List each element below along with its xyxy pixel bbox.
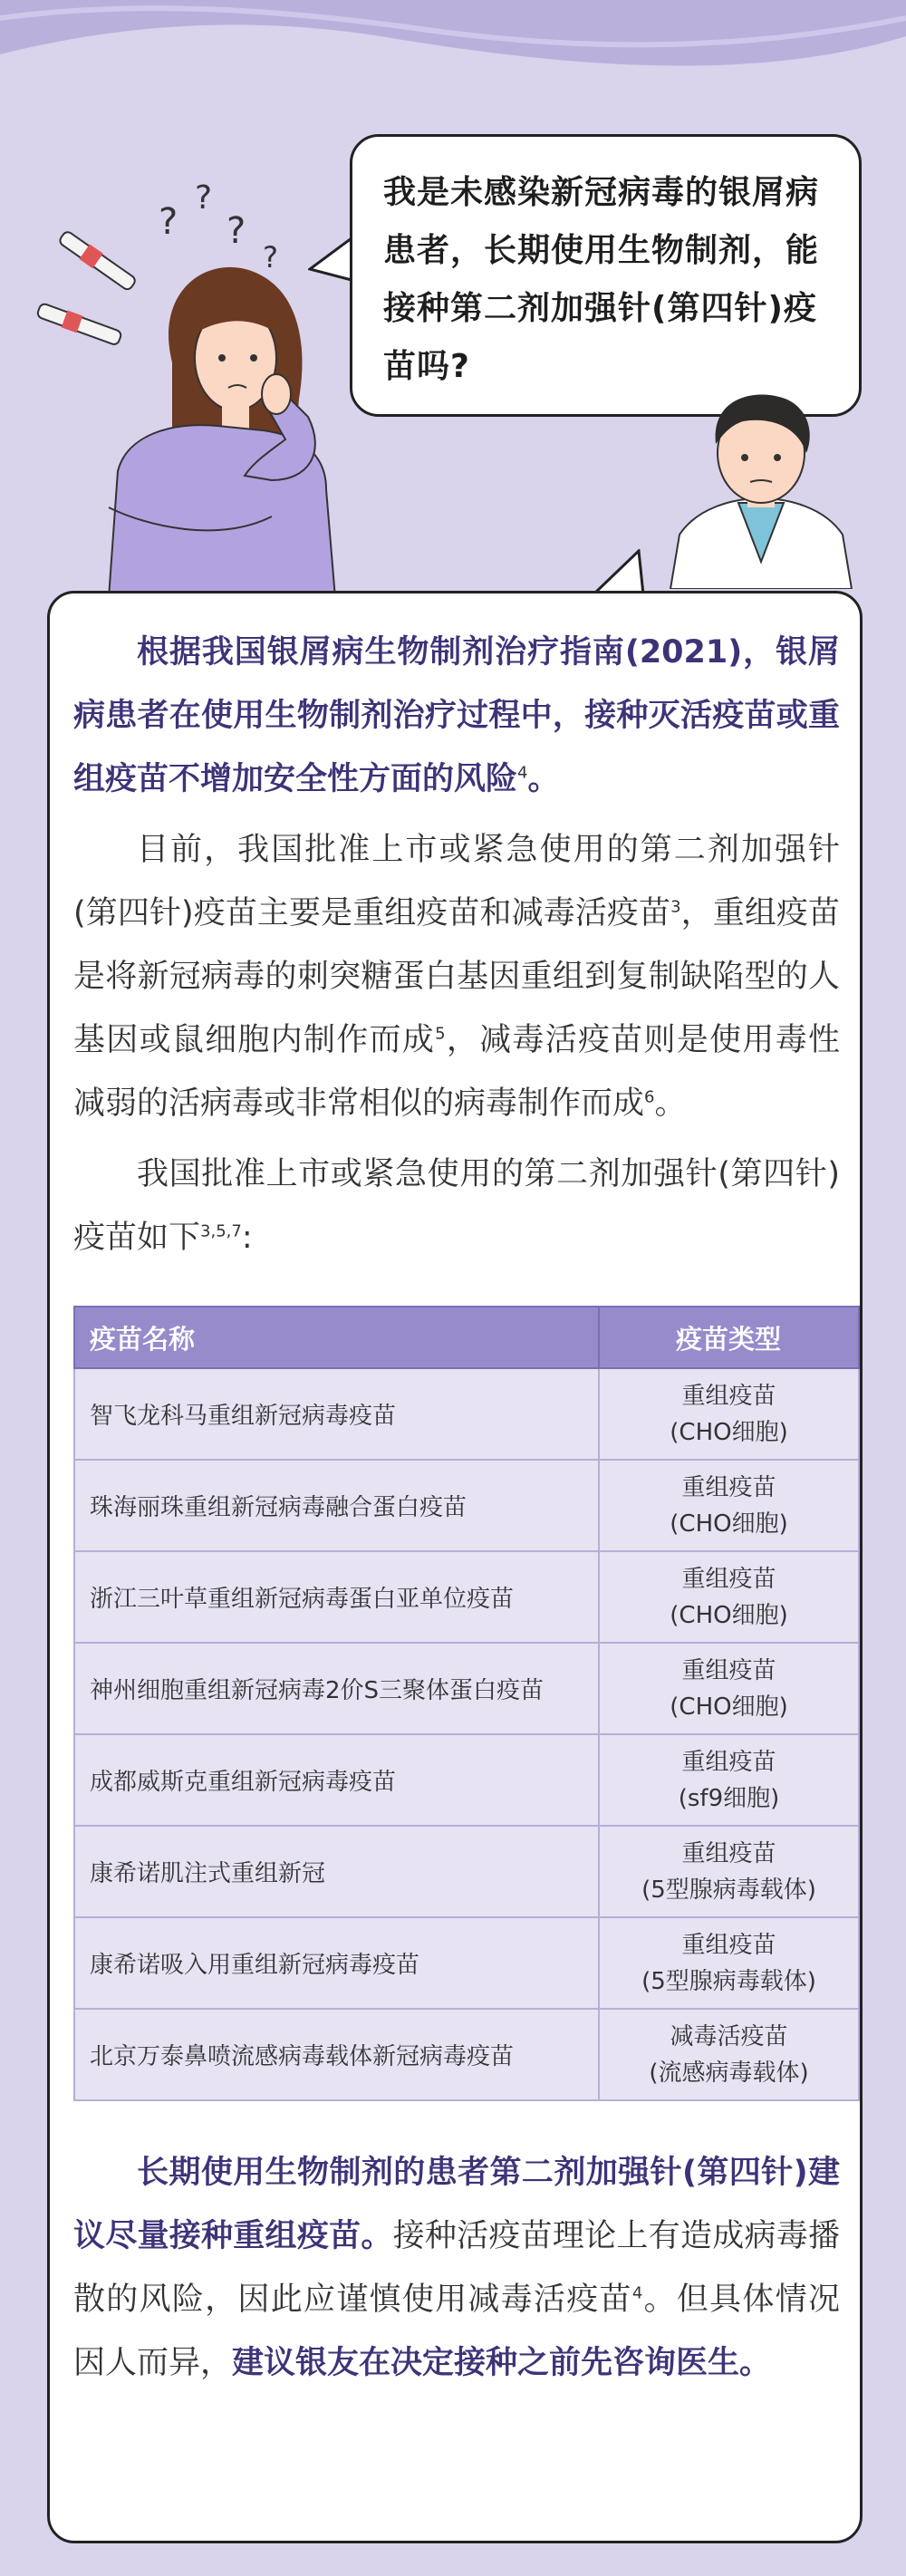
table-row [74, 1460, 859, 1551]
answer-card [47, 591, 863, 2543]
table-row [74, 1734, 859, 1826]
table-row [74, 1368, 859, 1460]
reference-mark: 6 [644, 1087, 655, 1107]
reference-mark: 5 [435, 1024, 446, 1044]
vaccine-type-sub: (sf9细胞) [678, 1784, 780, 1812]
list-intro-paragraph [73, 1143, 840, 1269]
list-intro-text: 我国批准上市或紧急使用的第二剂加强针(第四针)疫苗如下 [73, 1156, 840, 1256]
vaccine-type-main: 重组疫苗 [681, 1382, 776, 1410]
closing-bold-recommendation: 长期使用生物制剂的患者第二剂加强针(第四针)建议尽量接种重组疫苗。 [73, 2155, 840, 2254]
question-text: 我是未感染新冠病毒的银屑病患者，长期使用生物制剂，能接种第二剂加强针(第四针)疫苗吗? [383, 174, 820, 385]
table-row [74, 1643, 859, 1734]
vaccine-name-cell: 珠海丽珠重组新冠病毒融合蛋白疫苗 [74, 1460, 599, 1551]
answer-bubble-tail [589, 549, 652, 596]
vaccine-type-cell [599, 1734, 859, 1826]
closing-paragraph [73, 2141, 840, 2395]
header-vaccine-type: 疫苗类型 [599, 1307, 859, 1368]
vaccine-type-sub: (5型腺病毒载体) [641, 1967, 816, 1995]
table-row [74, 1826, 859, 1917]
closing-text-2: 。但具体情况因人而异， [73, 2282, 840, 2381]
current-text-3: ，减毒活疫苗则是使用毒性减弱的活病毒或非常相似的病毒制作而成 [73, 1022, 840, 1122]
current-vaccines-paragraph [73, 818, 840, 1135]
table-row [74, 1551, 859, 1643]
table-header-row [74, 1307, 859, 1368]
vaccine-type-cell [599, 1643, 859, 1734]
vaccine-type-main: 重组疫苗 [681, 1748, 776, 1776]
current-end: 。 [654, 1085, 687, 1122]
table-row [74, 2009, 859, 2100]
doctor-illustration [652, 381, 870, 589]
vaccine-type-sub: (CHO细胞) [670, 1693, 788, 1721]
reference-mark: 3,5,7 [200, 1221, 242, 1241]
injector-pen-icon [36, 303, 122, 346]
vaccine-type-cell [599, 1460, 859, 1551]
thinking-woman-illustration [36, 181, 344, 598]
vaccine-type-main: 重组疫苗 [681, 1931, 776, 1959]
vaccine-table [73, 1306, 860, 2101]
vaccine-name-cell: 智飞龙科马重组新冠病毒疫苗 [74, 1368, 599, 1460]
vaccine-name-cell: 康希诺肌注式重组新冠 [74, 1826, 599, 1917]
vaccine-type-sub: (CHO细胞) [670, 1601, 788, 1629]
vaccine-name-cell: 浙江三叶草重组新冠病毒蛋白亚单位疫苗 [74, 1551, 599, 1643]
vaccine-type-sub: (CHO细胞) [670, 1418, 788, 1446]
vaccine-type-sub: (5型腺病毒载体) [641, 1876, 816, 1904]
vaccine-name-cell: 康希诺吸入用重组新冠病毒疫苗 [74, 1917, 599, 2009]
reference-mark: 4 [631, 2283, 643, 2303]
vaccine-type-cell [599, 1917, 859, 2009]
vaccine-type-cell [599, 1826, 859, 1917]
header-vaccine-name: 疫苗名称 [74, 1307, 599, 1368]
background-wave [0, 0, 906, 100]
vaccine-name-cell: 成都威斯克重组新冠病毒疫苗 [74, 1734, 599, 1826]
intro-paragraph [73, 621, 840, 811]
vaccine-name-cell: 北京万泰鼻喷流感病毒载体新冠病毒疫苗 [74, 2009, 599, 2100]
vaccine-name-cell: 神州细胞重组新冠病毒2价S三聚体蛋白疫苗 [74, 1643, 599, 1734]
closing-bold-advice: 建议银友在决定接种之前先咨询医生。 [232, 2345, 772, 2381]
list-intro-end: : [241, 1220, 253, 1256]
injector-pen-icon [58, 230, 137, 292]
question-speech-bubble [350, 134, 862, 417]
vaccine-type-main: 重组疫苗 [681, 1473, 776, 1501]
reference-mark: 3 [670, 897, 681, 917]
vaccine-type-cell [599, 2009, 859, 2100]
table-row [74, 1917, 859, 2009]
question-mark: ? [195, 181, 213, 217]
current-text-1: 目前，我国批准上市或紧急使用的第二剂加强针(第四针)疫苗主要是重组疫苗和减毒活疫苗 [73, 832, 840, 931]
vaccine-type-cell [599, 1368, 859, 1460]
vaccine-type-main: 重组疫苗 [681, 1839, 776, 1867]
closing-text: 接种活疫苗理论上有造成病毒播散的风险，因此应谨慎使用减毒活疫苗 [73, 2218, 840, 2318]
vaccine-type-cell [599, 1551, 859, 1643]
question-mark: ? [159, 201, 178, 243]
question-mark: ? [226, 210, 246, 252]
vaccine-type-main: 重组疫苗 [681, 1656, 776, 1684]
question-mark: ? [263, 240, 278, 275]
reference-mark: 4 [517, 763, 528, 783]
current-text-2: ，重组疫苗是将新冠病毒的刺突糖蛋白基因重组到复制缺陷型的人基因或鼠细胞内制作而成 [73, 895, 840, 1058]
vaccine-type-sub: (CHO细胞) [670, 1510, 788, 1538]
intro-bold-text: 根据我国银屑病生物制剂治疗指南(2021)，银屑病患者在使用生物制剂治疗过程中，接种灭活疫苗或重组疫苗不增加安全性方面的风险 [73, 634, 840, 797]
intro-end: 。 [527, 761, 560, 797]
vaccine-type-main: 减毒活疫苗 [670, 2022, 788, 2050]
vaccine-type-sub: (流感病毒载体) [649, 2059, 809, 2087]
vaccine-type-main: 重组疫苗 [681, 1565, 776, 1593]
